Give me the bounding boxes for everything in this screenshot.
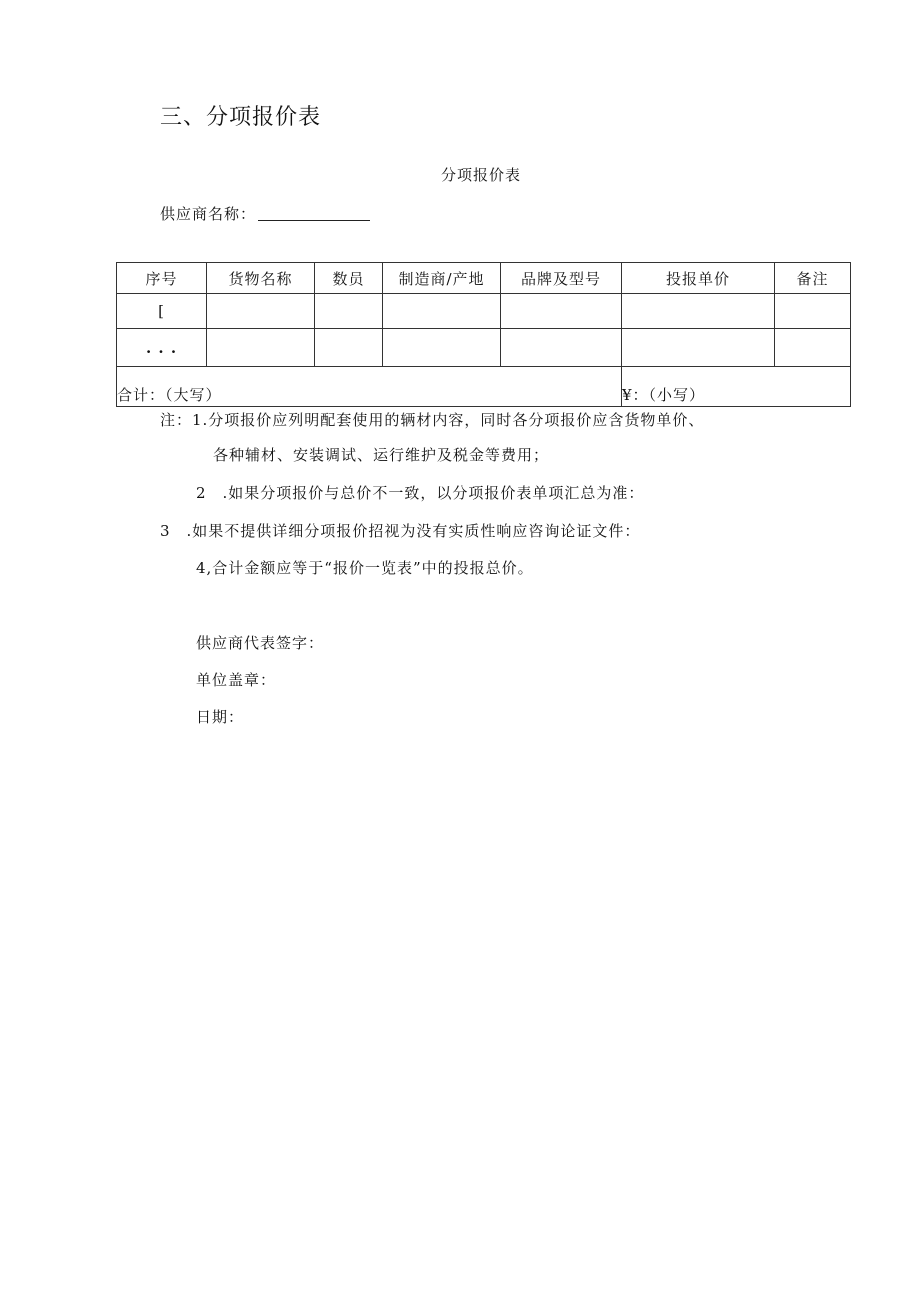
table-cell [775, 329, 851, 367]
table-cell [207, 294, 315, 329]
date-label: 日期： [196, 708, 245, 726]
supplier-name-blank[interactable] [258, 206, 370, 221]
table-title: 分项报价表 [441, 166, 522, 184]
supplier-name-field[interactable] [160, 203, 370, 224]
rep-signature-label: 供应商代表签字： [196, 634, 325, 652]
table-cell [775, 294, 851, 329]
total-row [117, 367, 851, 407]
table-cell [315, 294, 383, 329]
table-cell [383, 329, 501, 367]
table-header-row [117, 263, 851, 294]
note-item: 各种辅材、安装调试、运行维护及税金等费用； [213, 446, 550, 464]
note-item: 3 .如果不提供详细分项报价招视为没有实质性响应咨询论证文件： [160, 522, 641, 540]
company-seal-label: 单位盖章： [196, 671, 277, 689]
header-cell: 货物名称 [207, 263, 315, 294]
table-cell [501, 329, 622, 367]
quote-table [116, 262, 851, 407]
table-cell [207, 329, 315, 367]
note-item: 4,合计金额应等于“报价一览表”中的投报总价。 [196, 559, 534, 577]
table-cell [622, 294, 775, 329]
table-cell [315, 329, 383, 367]
table-cell [501, 294, 622, 329]
note-item: 2 .如果分项报价与总价不一致，以分项报价表单项汇总为准： [196, 484, 645, 502]
header-cell: 制造商/产地 [383, 263, 501, 294]
table-row [117, 329, 851, 367]
table-row [117, 294, 851, 329]
table-cell: . . . [117, 329, 207, 367]
header-cell: 品牌及型号 [501, 263, 622, 294]
total-uppercase-cell: 合计：（大写） [117, 367, 622, 407]
header-cell: 备注 [775, 263, 851, 294]
header-cell: 投报单价 [622, 263, 775, 294]
section-heading: 三、分项报价表 [160, 105, 322, 130]
supplier-name-label: 供应商名称： [160, 205, 257, 223]
table-cell [383, 294, 501, 329]
note-item: 注：1.分项报价应列明配套使用的辆材内容，同时各分项报价应含货物单价、 [160, 411, 705, 429]
header-cell: 序号 [117, 263, 207, 294]
total-lowercase-cell: ¥：（小写） [622, 367, 851, 407]
header-cell: 数员 [315, 263, 383, 294]
table-cell: [ [117, 294, 207, 329]
table-cell [622, 329, 775, 367]
